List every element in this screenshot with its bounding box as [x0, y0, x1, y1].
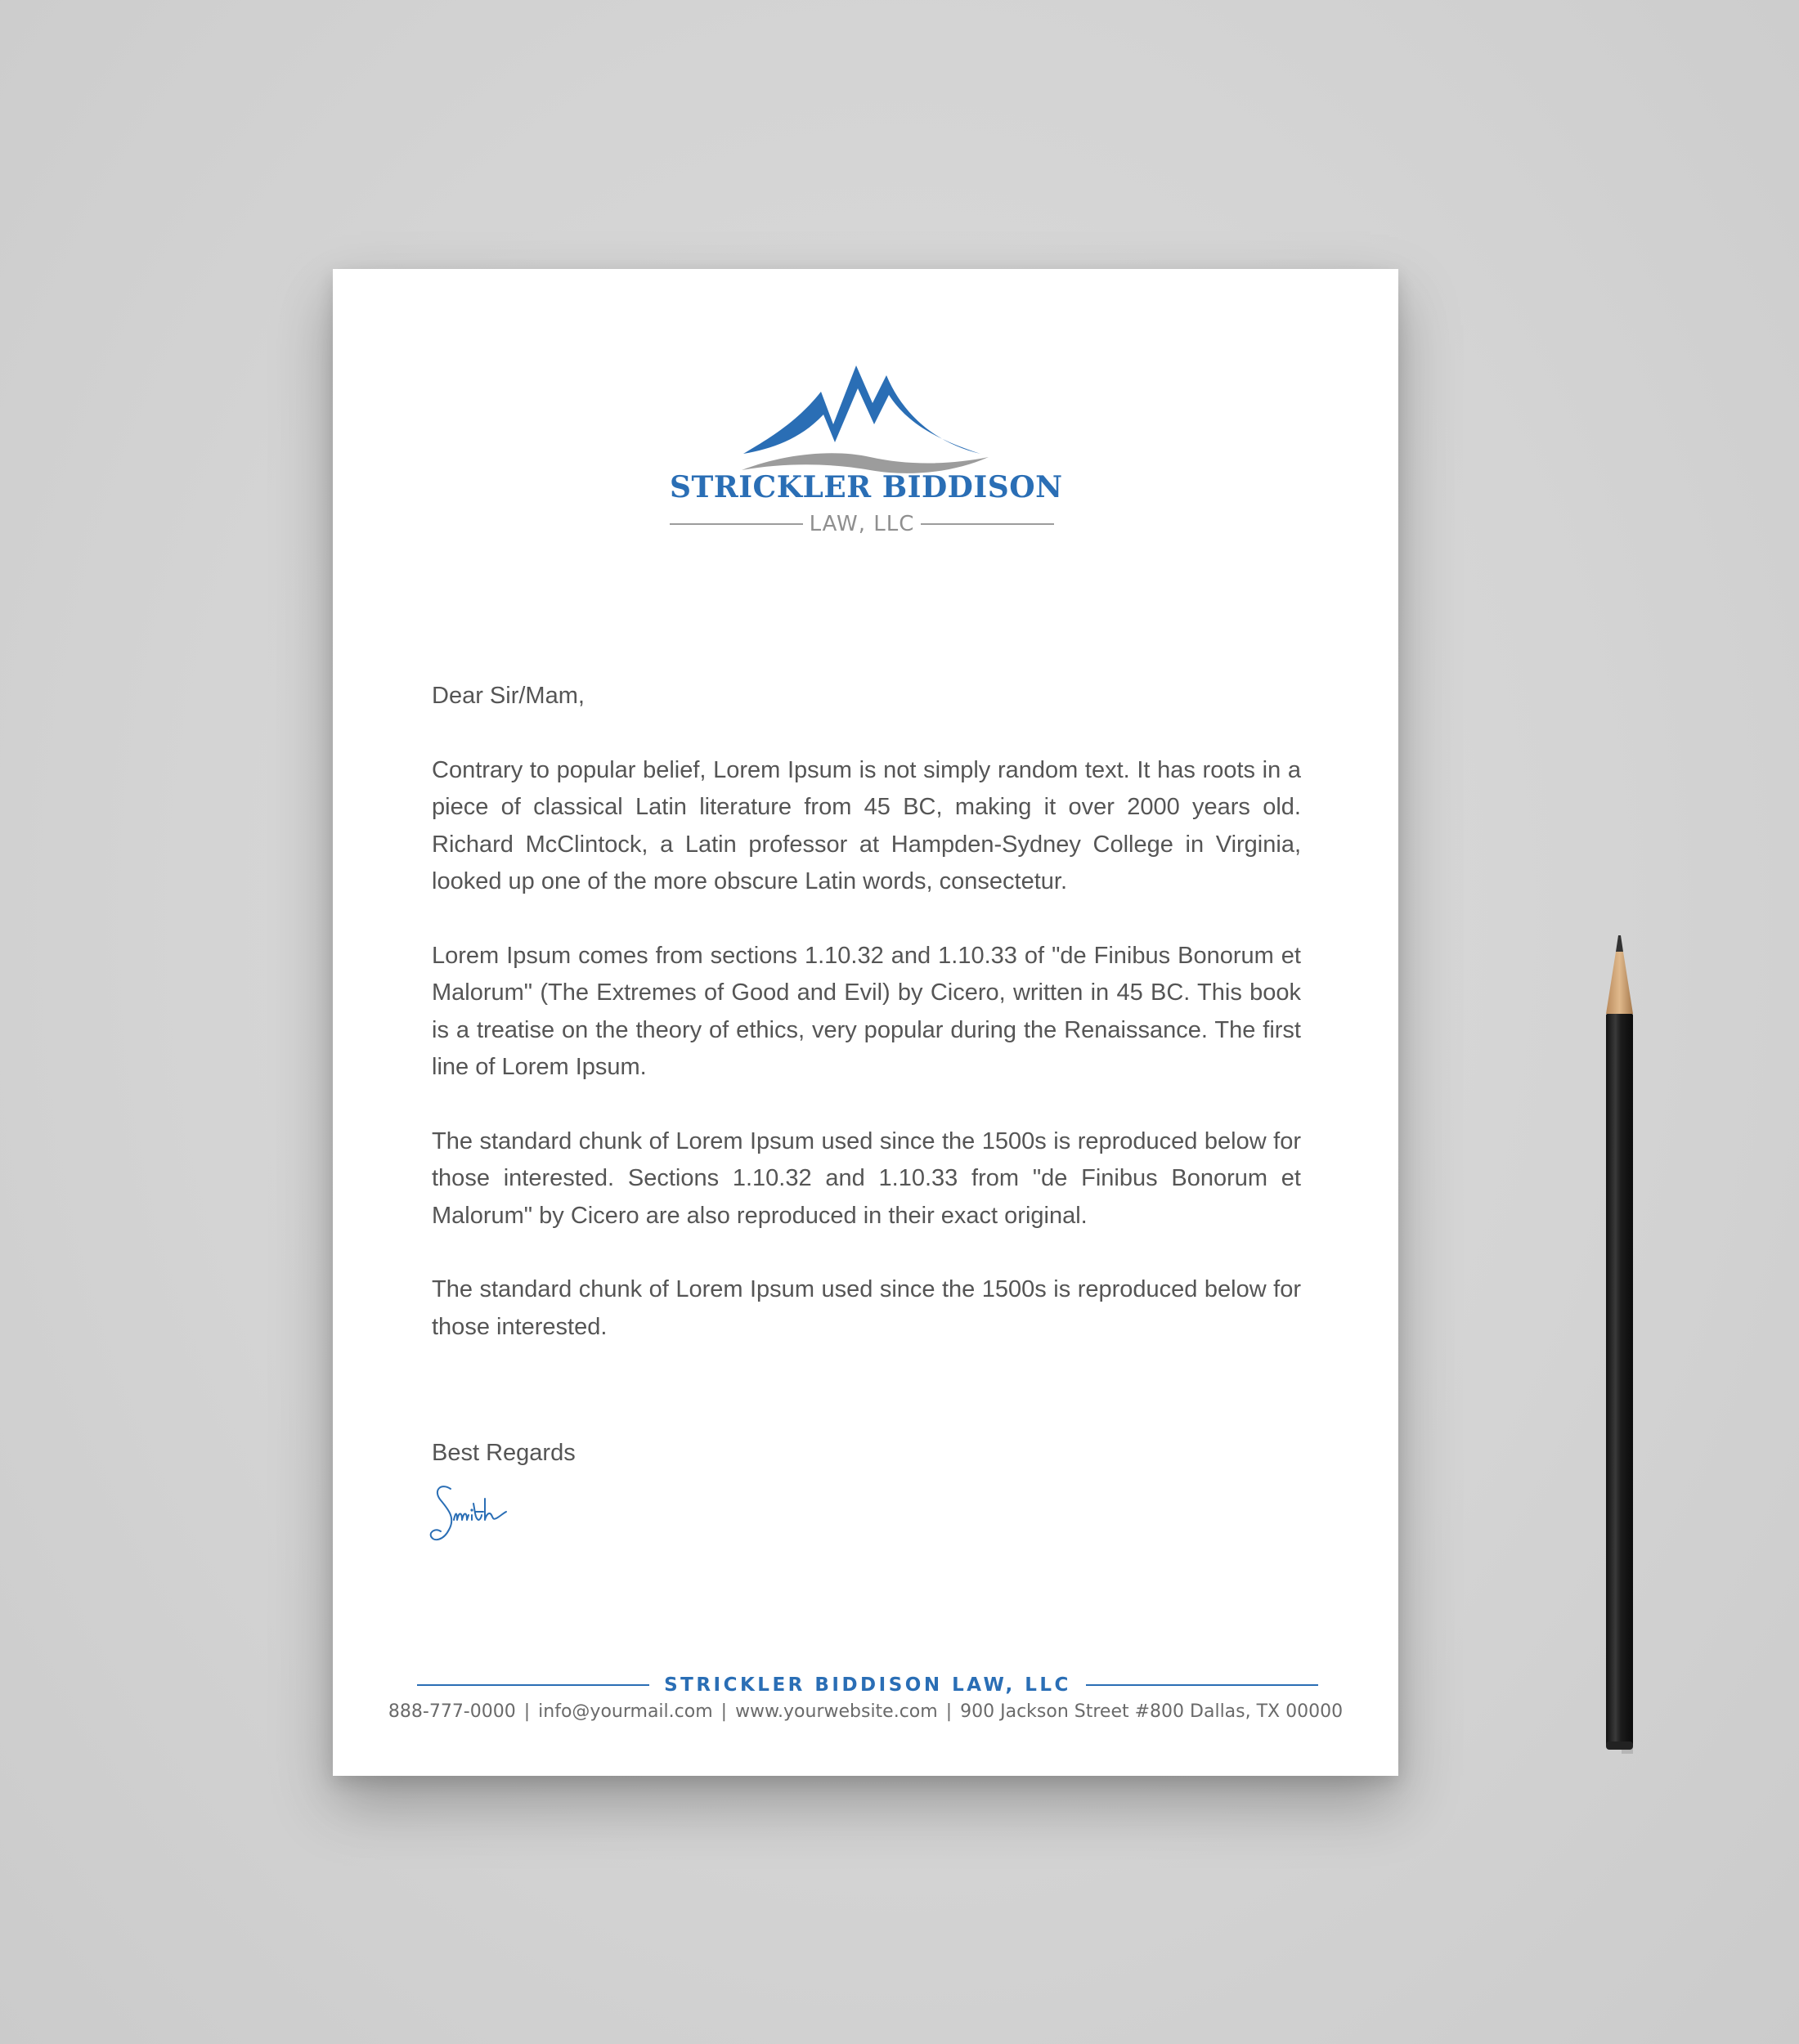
mountain-logo-icon: [719, 357, 1013, 480]
logo-divider-left: [670, 523, 803, 525]
footer-name-row: [417, 1669, 1318, 1701]
footer-divider-right: [1086, 1684, 1318, 1686]
logo-divider-right: [921, 523, 1054, 525]
letter-paragraph-1: Contrary to popular belief, Lorem Ipsum is not simply random text. It has roots in a piece of classical Latin literature from 45 BC, making it over 2000 years old. Richard McClintock, a Latin professor at Hampden-Sydney College in Virginia, looked up one of the more obscure Latin words, consectetur.: [432, 756, 1301, 894]
footer-address: 900 Jackson Street #800 Dallas, TX 00000: [960, 1701, 1344, 1722]
footer-email: info@yourmail.com: [538, 1701, 713, 1722]
letter-closing: Best Regards: [432, 1440, 576, 1466]
footer-website: www.yourwebsite.com: [735, 1701, 938, 1722]
footer-company-name: STRICKLER BIDDISON LAW, LLC: [664, 1674, 1071, 1696]
letter-greeting: Dear Sir/Mam,: [432, 683, 585, 709]
handwritten-signature: [426, 1479, 524, 1553]
letter-body: [432, 678, 1301, 1383]
letter-paragraph-3: The standard chunk of Lorem Ipsum used since the 1500s is reproduced below for those interested. Sections 1.10.32 and 1.10.33 from "de Finibus Bonorum et Malorum" by Cicero are also reproduced in their exact original.: [432, 1127, 1301, 1229]
footer-phone: 888-777-0000: [388, 1701, 516, 1722]
letterhead-sheet: [333, 269, 1398, 1776]
company-logo: [670, 357, 1063, 536]
logo-subtitle: LAW, LLC: [809, 512, 915, 536]
footer-divider-left: [417, 1684, 649, 1686]
footer-separator: |: [720, 1701, 728, 1722]
footer-contact-info: [382, 1701, 1349, 1722]
footer-separator: |: [945, 1701, 953, 1722]
letter-paragraph-2: Lorem Ipsum comes from sections 1.10.32 and 1.10.33 of "de Finibus Bonorum et Malorum" (The Extremes of Good and Evil) by Cicero, written in 45 BC. This book is a treatise on the theory of ethics, very popular during the Renaissance. The first line of Lorem Ipsum.: [432, 942, 1301, 1080]
footer-separator: |: [523, 1701, 531, 1722]
letter-paragraph-4: The standard chunk of Lorem Ipsum used since the 1500s is reproduced below for those interested.: [432, 1276, 1301, 1340]
logo-title: STRICKLER BIDDISON: [670, 470, 1063, 504]
logo-subtitle-row: [670, 509, 1054, 539]
pencil-icon: [1590, 932, 1648, 1758]
